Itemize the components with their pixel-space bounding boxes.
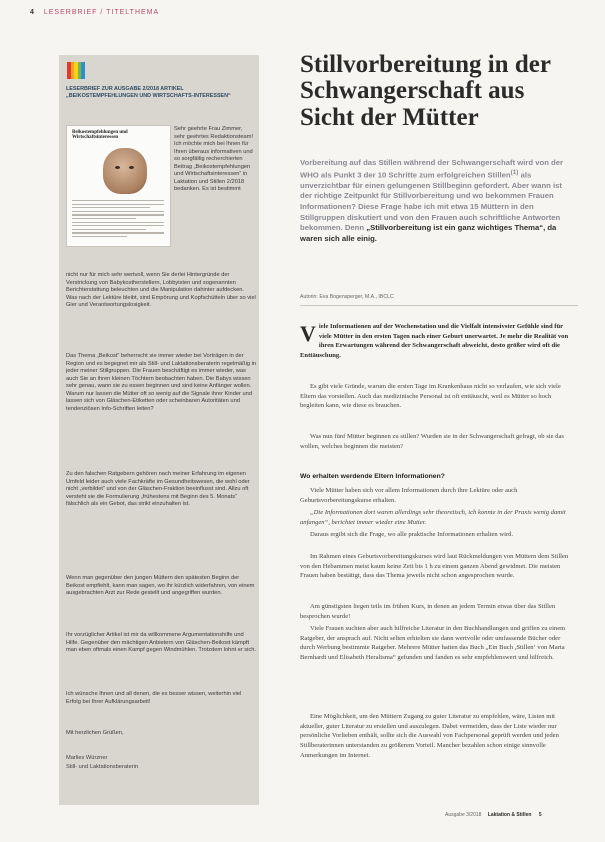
divider	[300, 305, 578, 306]
article-clipping-image	[66, 125, 171, 247]
intro-text: iele Informationen auf der Wochenstation und die Vielfalt intensivster Gefühle sind für viele Mütter in den ersten Tagen nach einer Geburt unerwartet. Je mehr die Realität von ihren Erwartungen während der Schwangerschaft abweicht, desto größer wird oft die Enttäuschung.	[300, 323, 569, 360]
clipping-text-lines	[72, 200, 164, 240]
article-paragraph-6: Im Rahmen eines Geburtsvorbereitungskurses wird laut Rückmeldungen von Müttern dem Stillen von den Hebammen meist kaum keine Zeit bis 1 h zu einem ganzen Abend gewidmet. Die meisten Frauen haben bestätigt, dass das Thema jeweils nicht schon angesprochen wurde.	[300, 553, 569, 580]
article-paragraph-4: „Die Informationen dort waren allerdings sehr theoretisch, ich konnte in der Praxis wenig damit anfangen“, berichtet immer wieder eine Mutter.	[300, 509, 566, 526]
footer-journal: Laktation & Stillen	[487, 812, 532, 818]
footer-issue: Ausgabe 3/2018	[445, 812, 482, 818]
article-author: Autorin: Eva Bogensperger, M.A., IBCLC	[300, 294, 394, 300]
header-section: LESERBRIEF / TITELTHEMA	[43, 9, 160, 16]
letter-paragraph-5: Ihr vorzüglicher Artikel ist mir da willkommene Argumentationshilfe und Hilfe. Gegenüber den mächtigen Anbietern von Gläschen-Beikost kämpft man eben oftmals einen Kampf gegen Windmühlen. Trotzdem lohnt er sich.	[66, 632, 257, 654]
lead-highlight: „Stillvorbereitung ist ein ganz wichtiges Thema“	[366, 223, 544, 233]
letter-paragraph-1: nicht nur für mich sehr wertvoll, wenn Sie derlei Hintergründe der Verstrickung von Babykostherstellern, Lobbyisten und sogenannten Berichterstattung beleuchten und die Manipulation dahinter aufdecken. Was nach der Lektüre bleibt, sind Empörung und Kopfschütteln über so viel Gier und Verantwortungslosigkeit.	[66, 272, 256, 309]
clipping-title: Beikostempfehlungen und Wirtschaftsinteressen	[72, 130, 128, 141]
baby-photo	[103, 148, 147, 194]
letter-paragraph-6: Ich wünsche Ihnen und all denen, die es besser wissen, weiterhin viel Erfolg bei Ihrer Aufklärungsarbeit!	[66, 691, 242, 705]
article-lead	[300, 158, 570, 245]
lead-text-1: Vorbereitung auf das Stillen während der Schwangerschaft wird von der WHO als Punkt 3 der 10 Schritte zum erfolgreichen Stillen	[300, 158, 563, 180]
signature-name: Marlies Würzner	[66, 755, 108, 761]
letter-paragraph-intro: Sehr geehrte Frau Zimmer, sehr geehrtes Redaktionsteam! Ich möchte mich bei Ihnen für Ihren überaus informativen und so sorgfältig recherchierten Beitrag „Beikostempfehlungen und Wirtschaftsinteressen“ in Laktation und Stillen 2/2018 bedanken. Es ist bestimmt	[174, 126, 254, 193]
letter-paragraph-4: Wenn man gegenüber den jungen Müttern den spätesten Beginn der Beikost empfiehlt, kann man sagen, wo ihr kürzlich widerfahren, von einem ausgebrachten Arzt zur Rede gestellt und angegriffen wurden.	[66, 575, 255, 597]
letter-closing: Mit herzlichen Grüßen,	[66, 730, 124, 736]
header-page-number: 4	[30, 9, 35, 16]
lead-text-3: , da waren sich alle einig.	[300, 223, 557, 243]
article-paragraph-8: Viele Frauen suchten aber auch hilfreiche Literatur in den Buchhandlungen und griffen zu einem Ratgeber, der ansprach auf. Nicht selten erhielten sie dann wertvolle oder umfassende Bücher oder durch Werbung bestimmte Ratgeber. Mehrere Mütter hatten das Buch „Ein Buch ,Stillen‘ von Marta Bernhardt und Elisabeth Heraltsma“ gefunden und fanden es sehr empfehlenswert und hilfreich.	[300, 625, 566, 662]
signature-role: Still- und Laktationsberaterin	[66, 764, 139, 770]
drop-cap: V	[300, 321, 316, 346]
lead-footnote: (1)	[510, 168, 519, 176]
article-paragraph-2: Was nun fünf Mütter beginnen zu stillen? Wurden sie in der Schwangerschaft gefragt, ob sie das wollen, welches beginnen die meisten?	[300, 433, 564, 450]
color-stripe-blue	[81, 62, 85, 79]
article-subhead: Wo erhalten werdende Eltern Informationen?	[300, 473, 445, 480]
lead-text-2: als unverzichtbar für einen gelungenen Stillbeginn gefordert. Aber wann ist der richtige Zeitpunkt für Stillvorbereitung und wo bekommen Frauen Informationen? Diese Frage habe ich mit etwa 15 Müttern in den Stillgruppen diskutiert und von den Frauen auch schriftliche Antworten bekommen. Denn	[300, 170, 562, 233]
article-title: Stillvorbereitung in der Schwangerschaft aus Sicht der Mütter	[300, 51, 551, 131]
article-paragraph-1: Es gibt viele Gründe, warum die ersten Tage im Krankenhaus nicht so verlaufen, wie sich viele Eltern das vorstellen. Auch das medizinische Personal ist oft enttäuscht, weil es Mütter so hoch begleiten kann, wie diese es brauchen.	[300, 383, 561, 410]
letter-paragraph-3: Zu den falschen Ratgebern gehören nach meiner Erfahrung im eigenen Umfeld leider auch viele Fachkräfte im Gesundheitswesen, die wohl oder nicht „verbildet“ und von der Gläschen-Fraktion beeinflusst sind. Allzu oft versteht sie die Formulierung „frühestens mit Beginn des 5. Monats“ fälschlich als ein Gebot, das strikt einzuhalten ist.	[66, 471, 250, 508]
article-paragraph-5: Daraus ergibt sich die Frage, wo alle praktische Informationen erhalten wird.	[310, 531, 514, 538]
accent-color-bar	[67, 62, 85, 79]
page-footer	[445, 812, 542, 818]
letter-title: LESERBRIEF ZUR AUSGABE 2/2018 ARTIKEL „BEIKOSTEMPFEHLUNGEN UND WIRTSCHAFTS-INTERESSEN“	[66, 86, 231, 100]
page-header	[30, 9, 159, 16]
letter-paragraph-2: Das Thema „Beikost“ beherrscht sie immer wieder bei Vorträgen in der Region und es begegnet mir als Still- und Laktationsberaterin regelmäßig in jeder meiner Stillgruppen. Die Frauen beschäftigt es immer wieder, was auch Sie an ihren kleinen Töchtern beobachten haben. Die Babys wissen sehr genau, wann sie zu essen beginnen und sind keine Anfänger wollen. Warum nur lassen die Mütter oft so wenig auf die Signale ihrer Kinder und lassen sich von Gläschen-Etiketten oder scheinbaren Autoritäten und tendenziösen Info-Schriften leiten?	[66, 353, 257, 412]
article-paragraph-7: Am günstigsten liegen teils im frühen Kurs, in denen an jedem Termin etwas über das Stillen besprochen wurde!	[300, 603, 556, 620]
article-intro	[300, 322, 575, 361]
footer-page-number: 5	[538, 812, 542, 818]
article-paragraph-9: Eine Möglichkeit, um den Müttern Zugang zu guter Literatur zu empfehlen, wäre, Listen mit aktueller, guter Literatur zu erstellen und auszulegen. Dabei vermeiden, dass der Liste wieder nur persönliche Vorlieben enthält, sollte sich die Auswahl von Fachpersonal geprüft werden und jeden Stillberaterinnen unterstanden zu größerem Vorteil. Mancher bezahlen schon einige sinnvolle Anmerkungen im Internet.	[300, 713, 559, 759]
article-paragraph-3: Viele Mütter haben sich vor allem Informationen durch ihre Lektüre oder auch Geburtsvorbereitungskurse erhalten.	[300, 487, 518, 504]
